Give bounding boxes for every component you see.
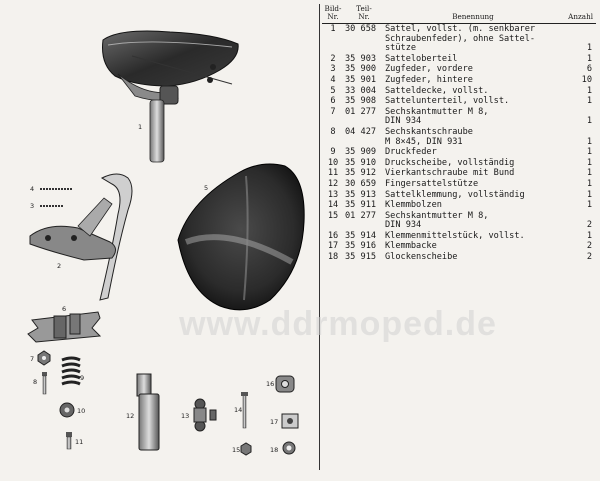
cell-bild-nr: 18	[327, 252, 339, 263]
header-benennung: Benennung	[384, 2, 562, 24]
cell-teil-nr: 04 427	[345, 126, 377, 137]
cell-teil-nr: 33 004	[345, 85, 377, 96]
cell-bild-nr: 10	[327, 157, 339, 168]
cell-bild-nr: 6	[330, 96, 336, 107]
cell-bild-nr: 7	[330, 106, 336, 117]
table-row	[322, 54, 596, 65]
table-row	[322, 190, 596, 201]
part-14-clamp-bolt	[234, 392, 248, 428]
cell-benennung: Klemmbolzen	[385, 200, 442, 211]
svg-text:5: 5	[204, 184, 209, 192]
parts-table	[322, 2, 596, 263]
svg-text:11: 11	[75, 438, 84, 446]
cell-bild-nr: 9	[330, 147, 336, 158]
parts-3-4-tension-springs	[30, 185, 72, 210]
cell-anzahl: 1	[586, 168, 592, 179]
svg-text:12: 12	[126, 412, 135, 420]
cell-bild-nr: 3	[330, 64, 336, 75]
cell-benennung: Klemmbacke	[385, 241, 437, 252]
part-6-saddle-base	[28, 305, 100, 342]
cell-teil-nr: 01 277	[345, 210, 377, 221]
cell-bild-nr: 8	[330, 126, 336, 137]
cell-benennung: Glockenscheibe	[385, 252, 458, 263]
cell-anzahl: 1	[586, 96, 592, 107]
part-5-saddle-cover	[178, 164, 304, 310]
table-row	[322, 96, 596, 107]
table-row	[322, 231, 596, 242]
header-bild-nr: Bild- Nr.	[322, 2, 344, 24]
header-teil-nr: Teil- Nr.	[344, 2, 384, 24]
table-row	[322, 241, 596, 252]
part-12-seat-post	[126, 374, 159, 450]
cell-teil-nr: 35 903	[345, 53, 377, 64]
part-10-pressure-disc	[60, 403, 85, 417]
cell-teil-nr: 35 912	[345, 168, 377, 179]
cell-benennung: Sechskantmutter M 8, DIN 934	[385, 106, 489, 127]
svg-text:15: 15	[232, 446, 241, 454]
cell-teil-nr: 35 911	[345, 200, 377, 211]
svg-text:3: 3	[30, 202, 35, 210]
cell-bild-nr: 5	[330, 85, 336, 96]
cell-benennung: Satteloberteil	[385, 53, 458, 64]
svg-text:14: 14	[234, 406, 243, 414]
cell-benennung: Druckfeder	[385, 147, 437, 158]
part-18-bell-washer	[270, 442, 295, 454]
cell-benennung: Sechskantmutter M 8, DIN 934	[385, 210, 489, 231]
cell-benennung: Klemmenmittelstück, vollst.	[385, 230, 525, 241]
watermark: www.ddrmoped.de	[179, 305, 497, 343]
cell-bild-nr: 12	[327, 178, 339, 189]
cell-benennung: Zugfeder, hintere	[385, 74, 473, 85]
svg-text:9: 9	[80, 374, 85, 382]
cell-anzahl: 1	[586, 230, 592, 241]
cell-teil-nr: 35 900	[345, 64, 377, 75]
table-row	[322, 211, 596, 231]
cell-benennung: Druckscheibe, vollständig	[385, 157, 515, 168]
cell-teil-nr: 30 658	[345, 24, 377, 34]
table-row	[322, 168, 596, 179]
part-8-hex-bolt	[33, 372, 47, 394]
cell-benennung: Fingersattelstütze	[385, 178, 479, 189]
part-7-hex-nut	[30, 351, 50, 365]
part-2-saddle-top-frame	[30, 174, 132, 300]
cell-anzahl: 1	[586, 157, 592, 168]
cell-bild-nr: 17	[327, 241, 339, 252]
part-11-square-bolt	[66, 432, 83, 449]
parts-list	[322, 2, 598, 472]
cell-bild-nr: 1	[330, 24, 336, 34]
svg-text:7: 7	[30, 355, 35, 363]
table-row	[322, 179, 596, 190]
table-row	[322, 147, 596, 158]
svg-text:16: 16	[266, 380, 275, 388]
cell-teil-nr: 30 659	[345, 178, 377, 189]
cell-anzahl: 10	[581, 74, 592, 85]
cell-teil-nr: 35 914	[345, 230, 377, 241]
cell-benennung: Sattelunterteil, vollst.	[385, 96, 510, 107]
column-divider	[319, 4, 320, 470]
cell-anzahl: 1	[586, 136, 592, 147]
cell-teil-nr: 35 915	[345, 252, 377, 263]
cell-bild-nr: 16	[327, 230, 339, 241]
part-17-clamp-jaw	[270, 414, 298, 428]
table-row	[322, 252, 596, 263]
cell-bild-nr: 13	[327, 189, 339, 200]
cell-teil-nr: 35 908	[345, 96, 377, 107]
table-row	[322, 158, 596, 169]
svg-text:18: 18	[270, 446, 279, 454]
svg-text:8: 8	[33, 378, 38, 386]
part-1-saddle-complete	[103, 31, 239, 162]
table-row	[322, 86, 596, 97]
cell-bild-nr: 14	[327, 200, 339, 211]
cell-anzahl: 2	[586, 241, 592, 252]
svg-text:10: 10	[77, 407, 86, 415]
table-header-row	[322, 2, 596, 24]
cell-benennung: Satteldecke, vollst.	[385, 85, 489, 96]
part-15-hex-nut	[232, 443, 251, 455]
cell-bild-nr: 15	[327, 210, 339, 221]
cell-benennung: Sattel, vollst. (m. senkbarer Schraubenfeder), ohne Sattel- stütze	[385, 24, 536, 54]
cell-teil-nr: 35 910	[345, 157, 377, 168]
part-16-clamp-center-piece	[266, 376, 294, 392]
cell-anzahl: 6	[586, 64, 592, 75]
svg-text:13: 13	[181, 412, 190, 420]
cell-anzahl: 1	[586, 43, 592, 54]
table-row	[322, 64, 596, 75]
cell-benennung: Vierkantschraube mit Bund	[385, 168, 515, 179]
cell-anzahl: 1	[586, 189, 592, 200]
table-row	[322, 24, 596, 54]
cell-anzahl: 1	[586, 116, 592, 127]
cell-teil-nr: 35 916	[345, 241, 377, 252]
table-row	[322, 200, 596, 211]
cell-benennung: Zugfeder, vordere	[385, 64, 473, 75]
cell-benennung: Sattelklemmung, vollständig	[385, 189, 525, 200]
table-row	[322, 107, 596, 127]
cell-teil-nr: 35 901	[345, 74, 377, 85]
cell-bild-nr: 2	[330, 53, 336, 64]
table-body	[322, 24, 596, 263]
svg-text:2: 2	[57, 262, 62, 270]
cell-anzahl: 1	[586, 178, 592, 189]
cell-anzahl: 2	[586, 220, 592, 231]
cell-anzahl: 2	[586, 252, 592, 263]
cell-teil-nr: 35 909	[345, 147, 377, 158]
cell-anzahl: 1	[586, 85, 592, 96]
part-13-saddle-clamp	[181, 399, 216, 431]
cell-benennung: Sechskantschraube M 8×45, DIN 931	[385, 126, 473, 147]
part-9-compression-spring	[62, 358, 84, 384]
cell-bild-nr: 4	[330, 74, 336, 85]
cell-bild-nr: 11	[327, 168, 339, 179]
cell-anzahl: 1	[586, 200, 592, 211]
cell-teil-nr: 01 277	[345, 106, 377, 117]
table-row	[322, 127, 596, 147]
cell-anzahl: 1	[586, 147, 592, 158]
svg-text:6: 6	[62, 305, 67, 313]
header-anzahl: Anzahl	[562, 2, 596, 24]
svg-text:1: 1	[138, 123, 143, 131]
cell-anzahl: 1	[586, 53, 592, 64]
cell-teil-nr: 35 913	[345, 189, 377, 200]
table-row	[322, 75, 596, 86]
svg-text:17: 17	[270, 418, 279, 426]
svg-text:4: 4	[30, 185, 35, 193]
